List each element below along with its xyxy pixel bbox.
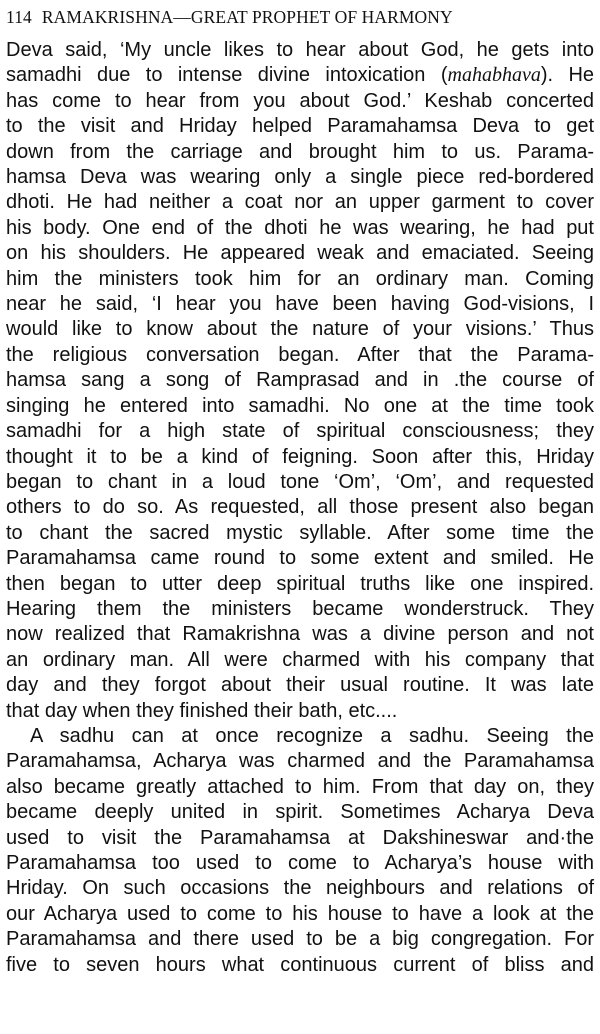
text-line: Hriday. On such occasions the neighbours and relations of xyxy=(6,877,594,900)
text-line: on his shoulders. He appeared weak and emaciated. Seeing xyxy=(6,242,594,265)
text-line: him the ministers took him for an ordinary man. Coming xyxy=(6,267,594,290)
running-header xyxy=(6,6,594,28)
text-line: samadhi for a high state of spiritual consciousness; they xyxy=(6,420,594,443)
text-line: dhoti. He had neither a coat nor an upper garment to cover xyxy=(6,191,594,214)
page-number: 114 xyxy=(6,7,32,27)
text-line: Paramahamsa came round to some extent and smiled. He xyxy=(6,547,594,570)
text-line: now realized that Ramakrishna was a divine person and not xyxy=(6,623,594,646)
body-text xyxy=(6,38,594,978)
text-line: thought it to be a kind of feigning. Soon after this, Hriday xyxy=(6,445,594,468)
text-line: would like to know about the nature of your visions.’ Thus xyxy=(6,318,594,341)
text-line: to chant the sacred mystic syllable. After some time the xyxy=(6,521,594,544)
text-line: A sadhu can at once recognize a sadhu. Seeing the xyxy=(30,724,594,747)
text-line: became deeply united in spirit. Sometimes Acharya Deva xyxy=(6,801,594,824)
text-line: hamsa Deva was wearing only a single piece red-bordered xyxy=(6,166,594,189)
text-line: Hearing them the ministers became wonderstruck. They xyxy=(6,597,594,620)
italic-term: mahabhava xyxy=(447,64,541,87)
text-line: our Acharya used to come to his house to have a look at the xyxy=(6,902,594,925)
running-title: RAMAKRISHNA—GREAT PROPHET OF HARMONY xyxy=(41,7,453,27)
paragraph-2 xyxy=(6,724,594,978)
text-line: began to chant in a loud tone ‘Om’, ‘Om’, and requested xyxy=(6,470,594,493)
text-line: then began to utter deep spiritual truths like one inspired. xyxy=(6,572,594,595)
text-line: singing he entered into samadhi. No one at the time took xyxy=(6,394,594,417)
text-line: near he said, ‘I hear you have been having God-visions, I xyxy=(6,293,594,316)
text-line: his body. One end of the dhoti he was wearing, he had put xyxy=(6,216,594,239)
text-line xyxy=(6,63,594,88)
text-line: Paramahamsa and there used to be a big congregation. For xyxy=(6,928,594,951)
text-run: ). He xyxy=(540,64,595,87)
paragraph-1 xyxy=(6,38,594,724)
text-line: down from the carriage and brought him to us. Parama- xyxy=(6,140,594,163)
text-line: five to seven hours what continuous current of bliss and xyxy=(6,953,594,976)
text-line: also became greatly attached to him. From that day on, they xyxy=(6,775,594,798)
text-line: that day when they finished their bath, etc.... xyxy=(6,699,398,722)
text-line: hamsa sang a song of Ramprasad and in .the course of xyxy=(6,369,594,392)
text-line: has come to hear from you about God.’ Keshab concerted xyxy=(6,89,594,112)
text-line: Paramahamsa, Acharya was charmed and the Paramahamsa xyxy=(6,750,594,773)
text-line: to the visit and Hriday helped Paramahamsa Deva to get xyxy=(6,115,594,138)
text-line: others to do so. As requested, all those present also began xyxy=(6,496,594,519)
text-line: an ordinary man. All were charmed with his company that xyxy=(6,648,594,671)
text-run: samadhi due to intense divine intoxication ( xyxy=(6,64,448,87)
text-line: day and they forgot about their usual routine. It was late xyxy=(6,674,594,697)
text-line: used to visit the Paramahamsa at Dakshineswar and·the xyxy=(6,826,594,849)
text-line: Paramahamsa too used to come to Acharya’s house with xyxy=(6,852,594,874)
text-line: the religious conversation began. After that the Parama- xyxy=(6,343,594,366)
text-line: Deva said, ‘My uncle likes to hear about God, he gets into xyxy=(6,39,594,61)
